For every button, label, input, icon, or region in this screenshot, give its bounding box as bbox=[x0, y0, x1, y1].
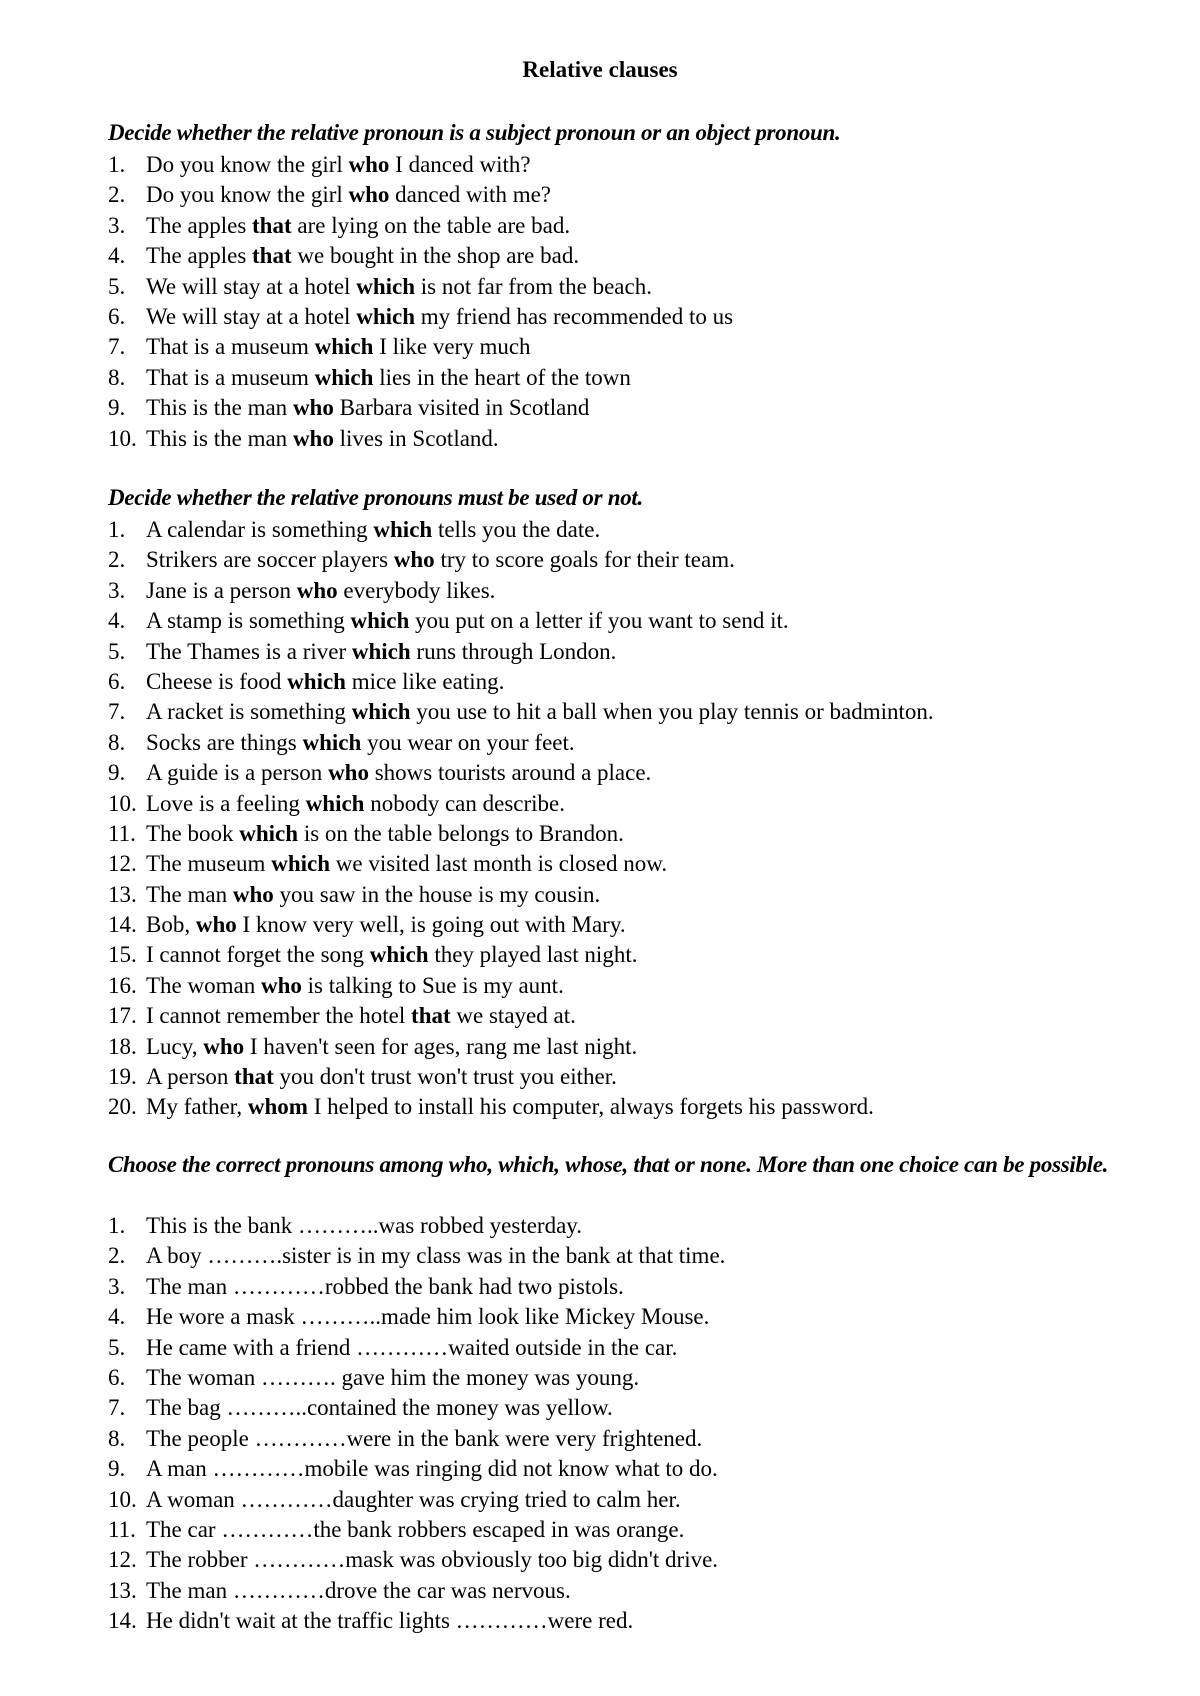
item-sentence bbox=[146, 545, 735, 575]
sentence-start: This is the bank ………..was robbed yesterday. bbox=[146, 1213, 583, 1238]
sentence-start: Do you know the girl bbox=[146, 152, 349, 177]
sentence-start: The woman bbox=[146, 972, 261, 998]
item-number: 14. bbox=[108, 912, 137, 938]
relative-pronoun: who bbox=[260, 972, 302, 998]
relative-pronoun: who bbox=[296, 577, 338, 603]
sentence-end: you wear on your feet. bbox=[361, 729, 575, 755]
item-number: 6. bbox=[108, 668, 126, 694]
item-number: 18. bbox=[108, 1033, 137, 1059]
item-sentence bbox=[146, 211, 570, 241]
sentence-start: That is a museum bbox=[146, 364, 315, 390]
item-sentence bbox=[146, 940, 637, 970]
sentence-end: are lying on the table are bad. bbox=[291, 212, 571, 238]
item-sentence bbox=[146, 1092, 874, 1122]
item-sentence bbox=[146, 1454, 718, 1484]
item-sentence bbox=[146, 819, 624, 849]
sentence-end: you put on a letter if you want to send it. bbox=[409, 608, 789, 634]
sentence-end: I know very well, is going out with Mary. bbox=[236, 912, 626, 938]
sentence-start: He wore a mask ………..made him look like Mickey Mouse. bbox=[146, 1304, 710, 1330]
sentence-start: The car …………the bank robbers escaped in was orange. bbox=[146, 1516, 685, 1542]
item-sentence bbox=[146, 332, 531, 362]
relative-pronoun: which bbox=[351, 699, 411, 725]
sentence-end: runs through London. bbox=[410, 638, 617, 664]
item-sentence bbox=[146, 880, 600, 910]
relative-pronoun: who bbox=[292, 425, 334, 451]
item-sentence bbox=[146, 697, 934, 727]
sentence-end: is not far from the beach. bbox=[415, 273, 652, 299]
item-number: 13. bbox=[108, 1577, 137, 1603]
relative-pronoun: that bbox=[234, 1064, 274, 1090]
relative-pronoun: which bbox=[356, 273, 415, 299]
relative-pronoun: which bbox=[271, 851, 330, 877]
sentence-start: The man bbox=[146, 881, 233, 907]
item-sentence bbox=[146, 1576, 571, 1606]
item-number: 8. bbox=[108, 364, 126, 390]
item-sentence bbox=[146, 637, 616, 667]
relative-pronoun: which bbox=[305, 790, 365, 816]
sentence-end: danced with me? bbox=[389, 182, 551, 208]
item-number: 11. bbox=[108, 820, 136, 846]
item-sentence bbox=[146, 576, 495, 606]
sentence-end: we stayed at. bbox=[450, 1003, 576, 1029]
sentence-start: The people …………were in the bank were very frightened. bbox=[146, 1425, 703, 1451]
item-number: 1. bbox=[108, 517, 126, 542]
relative-pronoun: which bbox=[287, 668, 346, 694]
sentence-end: is talking to Sue is my aunt. bbox=[301, 972, 564, 998]
item-sentence bbox=[146, 1001, 576, 1031]
relative-pronoun: that bbox=[252, 212, 292, 238]
relative-pronoun: who bbox=[348, 182, 390, 208]
sentence-end: we visited last month is closed now. bbox=[330, 851, 668, 877]
item-number: 5. bbox=[108, 1334, 126, 1360]
relative-pronoun: which bbox=[314, 334, 374, 360]
item-sentence bbox=[146, 789, 565, 819]
item-sentence bbox=[146, 424, 499, 454]
relative-pronoun: which bbox=[302, 729, 362, 755]
sentence-start: The museum bbox=[146, 851, 272, 877]
relative-pronoun: which bbox=[351, 638, 411, 664]
item-sentence bbox=[146, 515, 600, 545]
relative-pronoun: which bbox=[356, 303, 415, 329]
item-number: 17. bbox=[108, 1003, 137, 1029]
sentence-start: A calendar is something bbox=[146, 517, 374, 542]
item-sentence bbox=[146, 1272, 624, 1302]
sentence-end: we bought in the shop are bad. bbox=[291, 243, 580, 269]
item-number: 13. bbox=[108, 881, 137, 907]
item-sentence bbox=[146, 1211, 582, 1241]
sentence-start: Socks are things bbox=[146, 729, 303, 755]
sentence-start: We will stay at a hotel bbox=[146, 273, 357, 299]
item-number: 8. bbox=[108, 1425, 126, 1451]
sentence-end: nobody can describe. bbox=[364, 790, 566, 816]
item-sentence bbox=[146, 910, 626, 940]
sentence-start: The apples bbox=[146, 212, 253, 238]
sentence-start: I cannot forget the song bbox=[146, 942, 370, 968]
item-sentence bbox=[146, 1062, 617, 1092]
item-sentence bbox=[146, 393, 589, 423]
relative-pronoun: that bbox=[252, 243, 292, 269]
item-number: 1. bbox=[108, 1213, 126, 1238]
relative-pronoun: that bbox=[411, 1003, 451, 1029]
item-number: 11. bbox=[108, 1516, 136, 1542]
page-title: Relative clauses bbox=[522, 57, 678, 82]
sentence-start: Love is a feeling bbox=[146, 790, 306, 816]
item-number: 19. bbox=[108, 1064, 137, 1090]
sentence-end: they played last night. bbox=[428, 942, 638, 968]
item-number: 2. bbox=[108, 547, 126, 573]
sentence-start: Lucy, bbox=[146, 1033, 204, 1059]
item-sentence bbox=[146, 1333, 677, 1363]
section-2-instruction: Decide whether the relative pronouns must be used or not. bbox=[108, 485, 643, 510]
sentence-end: tells you the date. bbox=[432, 517, 601, 542]
item-sentence bbox=[146, 1393, 613, 1423]
sentence-start: Jane is a person bbox=[146, 577, 297, 603]
sentence-start: The Thames is a river bbox=[146, 638, 352, 664]
item-number: 3. bbox=[108, 1273, 126, 1299]
item-sentence bbox=[146, 1363, 639, 1393]
sentence-end: you don't trust won't trust you either. bbox=[273, 1064, 617, 1090]
item-number: 20. bbox=[108, 1094, 137, 1120]
item-number: 4. bbox=[108, 243, 126, 269]
item-sentence bbox=[146, 849, 667, 879]
sentence-end: mice like eating. bbox=[345, 668, 505, 694]
sentence-start: A guide is a person bbox=[146, 760, 329, 786]
sentence-start: Cheese is food bbox=[146, 668, 288, 694]
item-number: 9. bbox=[108, 1456, 126, 1482]
item-number: 9. bbox=[108, 760, 126, 786]
sentence-end: try to score goals for their team. bbox=[434, 547, 735, 573]
item-number: 12. bbox=[108, 1547, 137, 1573]
sentence-end: you saw in the house is my cousin. bbox=[273, 881, 601, 907]
sentence-end: lies in the heart of the town bbox=[373, 364, 631, 390]
sentence-start: The book bbox=[146, 820, 240, 846]
sentence-start: I cannot remember the hotel bbox=[146, 1003, 412, 1029]
sentence-start: A man …………mobile was ringing did not know what to do. bbox=[146, 1456, 718, 1482]
sentence-end: lives in Scotland. bbox=[333, 425, 499, 451]
item-number: 6. bbox=[108, 1364, 126, 1390]
relative-pronoun: who bbox=[232, 881, 274, 907]
sentence-end: I like very much bbox=[373, 334, 531, 360]
item-number: 7. bbox=[108, 1395, 126, 1421]
item-sentence bbox=[146, 1241, 725, 1271]
item-number: 4. bbox=[108, 1304, 126, 1330]
sentence-end: shows tourists around a place. bbox=[368, 760, 652, 786]
item-number: 5. bbox=[108, 273, 126, 299]
item-sentence bbox=[146, 241, 579, 271]
relative-pronoun: which bbox=[239, 820, 299, 846]
sentence-start: Bob, bbox=[146, 912, 196, 938]
sentence-start: A person bbox=[146, 1064, 235, 1090]
sentence-end: I danced with? bbox=[389, 152, 531, 177]
item-number: 12. bbox=[108, 851, 137, 877]
sentence-start: A stamp is something bbox=[146, 608, 351, 634]
sentence-start: This is the man bbox=[146, 395, 293, 421]
relative-pronoun: which bbox=[369, 942, 429, 968]
item-number: 4. bbox=[108, 608, 126, 634]
sentence-start: He came with a friend …………waited outside in the car. bbox=[146, 1334, 678, 1360]
sentence-start: The woman ………. gave him the money was young. bbox=[146, 1364, 640, 1390]
item-number: 7. bbox=[108, 334, 126, 360]
item-sentence bbox=[146, 1606, 633, 1636]
item-sentence bbox=[146, 150, 531, 180]
relative-pronoun: whom bbox=[247, 1094, 308, 1120]
item-number: 3. bbox=[108, 212, 126, 238]
sentence-start: He didn't wait at the traffic lights …………were red. bbox=[146, 1608, 634, 1634]
item-sentence bbox=[146, 971, 564, 1001]
sentence-end: everybody likes. bbox=[337, 577, 496, 603]
sentence-start: This is the man bbox=[146, 425, 293, 451]
item-number: 7. bbox=[108, 699, 126, 725]
relative-pronoun: who bbox=[292, 395, 334, 421]
item-sentence bbox=[146, 180, 551, 210]
item-sentence bbox=[146, 728, 575, 758]
sentence-end: I helped to install his computer, always forgets his password. bbox=[307, 1094, 874, 1120]
sentence-start: The man …………drove the car was nervous. bbox=[146, 1577, 571, 1603]
item-sentence bbox=[146, 272, 652, 302]
sentence-end: you use to hit a ball when you play tennis or badminton. bbox=[410, 699, 934, 725]
relative-pronoun: which bbox=[350, 608, 410, 634]
relative-pronoun: who bbox=[195, 912, 237, 938]
sentence-start: Strikers are soccer players bbox=[146, 547, 394, 573]
item-number: 9. bbox=[108, 395, 126, 421]
sentence-end: I haven't seen for ages, rang me last night. bbox=[244, 1033, 638, 1059]
item-sentence bbox=[146, 606, 789, 636]
item-number: 2. bbox=[108, 182, 126, 208]
relative-pronoun: who bbox=[328, 760, 369, 786]
item-sentence bbox=[146, 1032, 637, 1062]
sentence-end: is on the table belongs to Brandon. bbox=[298, 820, 624, 846]
sentence-start: My father, bbox=[146, 1094, 248, 1120]
item-number: 15. bbox=[108, 942, 137, 968]
item-sentence bbox=[146, 1485, 681, 1515]
sentence-start: The apples bbox=[146, 243, 253, 269]
sentence-start: The man …………robbed the bank had two pistols. bbox=[146, 1273, 624, 1299]
sentence-start: Do you know the girl bbox=[146, 182, 349, 208]
item-number: 10. bbox=[108, 425, 137, 451]
sentence-start: A woman …………daughter was crying tried to calm her. bbox=[146, 1486, 681, 1512]
sentence-start: We will stay at a hotel bbox=[146, 303, 357, 329]
sentence-end: Barbara visited in Scotland bbox=[333, 395, 590, 421]
item-number: 10. bbox=[108, 1486, 137, 1512]
relative-pronoun: which bbox=[314, 364, 374, 390]
sentence-start: The bag ………..contained the money was yellow. bbox=[146, 1395, 613, 1421]
section-1-instruction: Decide whether the relative pronoun is a subject pronoun or an object pronoun. bbox=[108, 120, 841, 145]
item-number: 16. bbox=[108, 972, 137, 998]
relative-pronoun: who bbox=[203, 1033, 245, 1059]
section-3-instruction: Choose the correct pronouns among who, which, whose, that or none. More than one choice can be possible. bbox=[108, 1152, 1109, 1177]
item-number: 3. bbox=[108, 577, 126, 603]
item-sentence bbox=[146, 1424, 702, 1454]
item-number: 5. bbox=[108, 638, 126, 664]
item-number: 1. bbox=[108, 152, 126, 177]
relative-pronoun: who bbox=[348, 152, 390, 177]
sentence-start: The robber …………mask was obviously too big didn't drive. bbox=[146, 1547, 719, 1573]
item-number: 6. bbox=[108, 303, 126, 329]
sentence-start: A racket is something bbox=[146, 699, 352, 725]
sentence-start: That is a museum bbox=[146, 334, 315, 360]
item-sentence bbox=[146, 363, 631, 393]
item-number: 14. bbox=[108, 1608, 137, 1634]
item-sentence bbox=[146, 302, 733, 332]
item-number: 10. bbox=[108, 790, 137, 816]
item-sentence bbox=[146, 667, 504, 697]
item-number: 2. bbox=[108, 1243, 126, 1269]
relative-pronoun: which bbox=[373, 517, 433, 542]
item-sentence bbox=[146, 1515, 684, 1545]
item-number: 8. bbox=[108, 729, 126, 755]
sentence-end: my friend has recommended to us bbox=[415, 303, 734, 329]
sentence-start: A boy ……….sister is in my class was in the bank at that time. bbox=[146, 1243, 726, 1269]
item-sentence bbox=[146, 1302, 709, 1332]
item-sentence bbox=[146, 1545, 718, 1575]
relative-pronoun: who bbox=[393, 547, 435, 573]
item-sentence bbox=[146, 758, 651, 788]
